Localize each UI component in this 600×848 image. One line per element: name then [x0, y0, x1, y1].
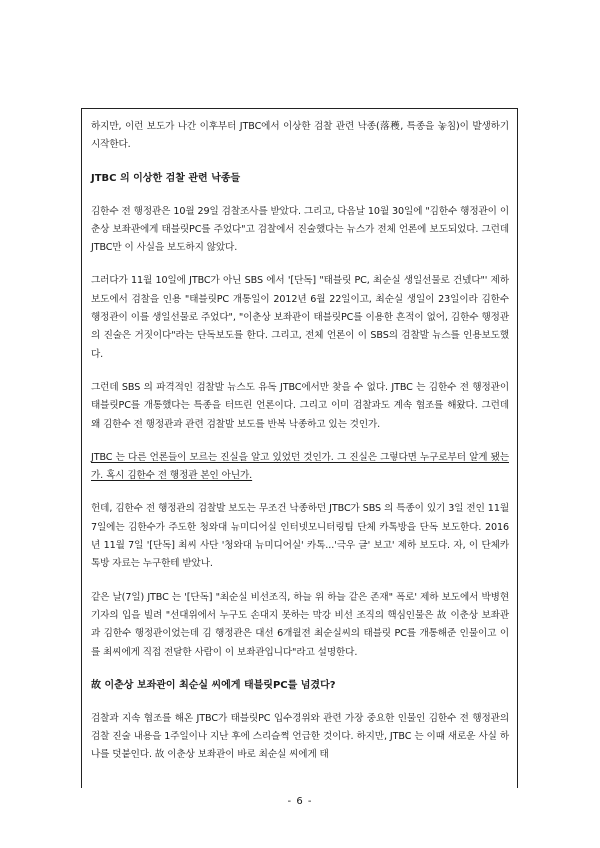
paragraph-closing: 검찰과 지속 협조를 해온 JTBC가 태블릿PC 입수경위와 관련 가장 중요한 인물인 김한수 전 행정관의 검찰 진술 내용을 1주일이나 지난 후에 스리슬쩍 언급한 것이다. 하지만, JTBC 는 이때 새로운 사실 하나를 덧붙인다. 故 이춘상 보좌관이 바로 최순실 씨에게 태 [91, 712, 509, 761]
document-body [91, 118, 509, 765]
paragraph-jtbc-repeated-miss: 그런데 SBS 의 파격적인 검찰발 뉴스도 유독 JTBC에서만 찾을 수 없다. JTBC 는 김한수 전 행정관이 태블릿PC를 개통했다는 특종을 터뜨린 언론이다. 그리고 이미 검찰과도 계속 협조를 해왔다. 그런데 왜 김한수 전 행정관과 관련 검찰발 보도를 반복 낙종하고 있는 것인가. [91, 381, 509, 430]
paragraph-oct-29-investigation: 김한수 전 행정관은 10월 29일 검찰조사를 받았다. 그리고, 다음날 10월 30일에 "김한수 행정관이 이춘상 보좌관에게 태블릿PC를 주었다"고 검찰에서 진술했다는 뉴스가 전체 언론에 보도되었다. 그런데 JTBC만 이 사실을 보도하지 않았다. [91, 205, 509, 254]
paragraph-same-day-report: 같은 날(7일) JTBC 는 '[단독] "최순실 비선조직, 하늘 위 하늘 같은 존재" 폭로' 제하 보도에서 박병현 기자의 입을 빌려 "선대위에서 누구도 손대지 못하는 막강 비선 조직의 핵심인물은 故 이춘상 보좌관과 김한수 행정관이었는데 김 행정관은 대선 6개월전 최순실씨의 태블릿 PC를 개통해준 인물이고 이를 최씨에게 직접 전달한 사람이 이 보좌관입니다"라고 설명한다. [91, 591, 509, 658]
paragraph-sbs-exclusive: 그러다가 11월 10일에 JTBC가 아닌 SBS 에서 '[단독] "태블릿 PC, 최순실 생일선물로 건넸다"' 제하 보도에서 검찰을 인용 "태블릿PC 개통일이 2012년 6월 22일이고, 최순실 생일이 23일이라 김한수 행정관이 이를 생일선물로 주었다", "이춘상 보좌관이 태블릿PC를 이용한 흔적이 없어, 김한수 행정관의 진술은 거짓이다"라는 단독보도를 한다. 그리고, 전체 언론이 이 SBS의 검찰발 뉴스를 인용보도했다. [91, 275, 509, 360]
section-heading-tablet-handover: 故 이춘상 보좌관이 최순실 씨에게 태블릿PC를 넘겼다? [91, 679, 336, 691]
paragraph-underlined-question: JTBC 는 다른 언론들이 모르는 진실을 알고 있었던 것인가. 그 진실은 그렇다면 누구로부터 알게 됐는가. 혹시 김한수 전 행정관 본인 아닌가. [91, 451, 509, 482]
paragraph-nov-7-kakao-report: 헌데, 김한수 전 행정관의 검찰발 보도는 무조건 낙종하던 JTBC가 SBS 의 특종이 있기 3일 전인 11월 7일에는 김한수가 주도한 청와대 뉴미디어실 인터넷모니터링팀 단체 카톡방을 단독 보도한다. 2016년 11월 7일 '[단독] 최씨 사단 '청와대 뉴미디어실' 카톡...'극우 글' 보고' 제하 보도다. 자, 이 단체카톡방 자료는 누구한테 받았나. [91, 503, 509, 570]
page-number: - 6 - [287, 796, 313, 807]
paragraph-intro: 하지만, 이런 보도가 나간 이후부터 JTBC에서 이상한 검찰 관련 낙종(落穫, 특종을 놓침)이 발생하기 시작한다. [91, 121, 509, 151]
section-heading-jtbc-misses: JTBC 의 이상한 검찰 관련 낙종들 [91, 172, 241, 184]
